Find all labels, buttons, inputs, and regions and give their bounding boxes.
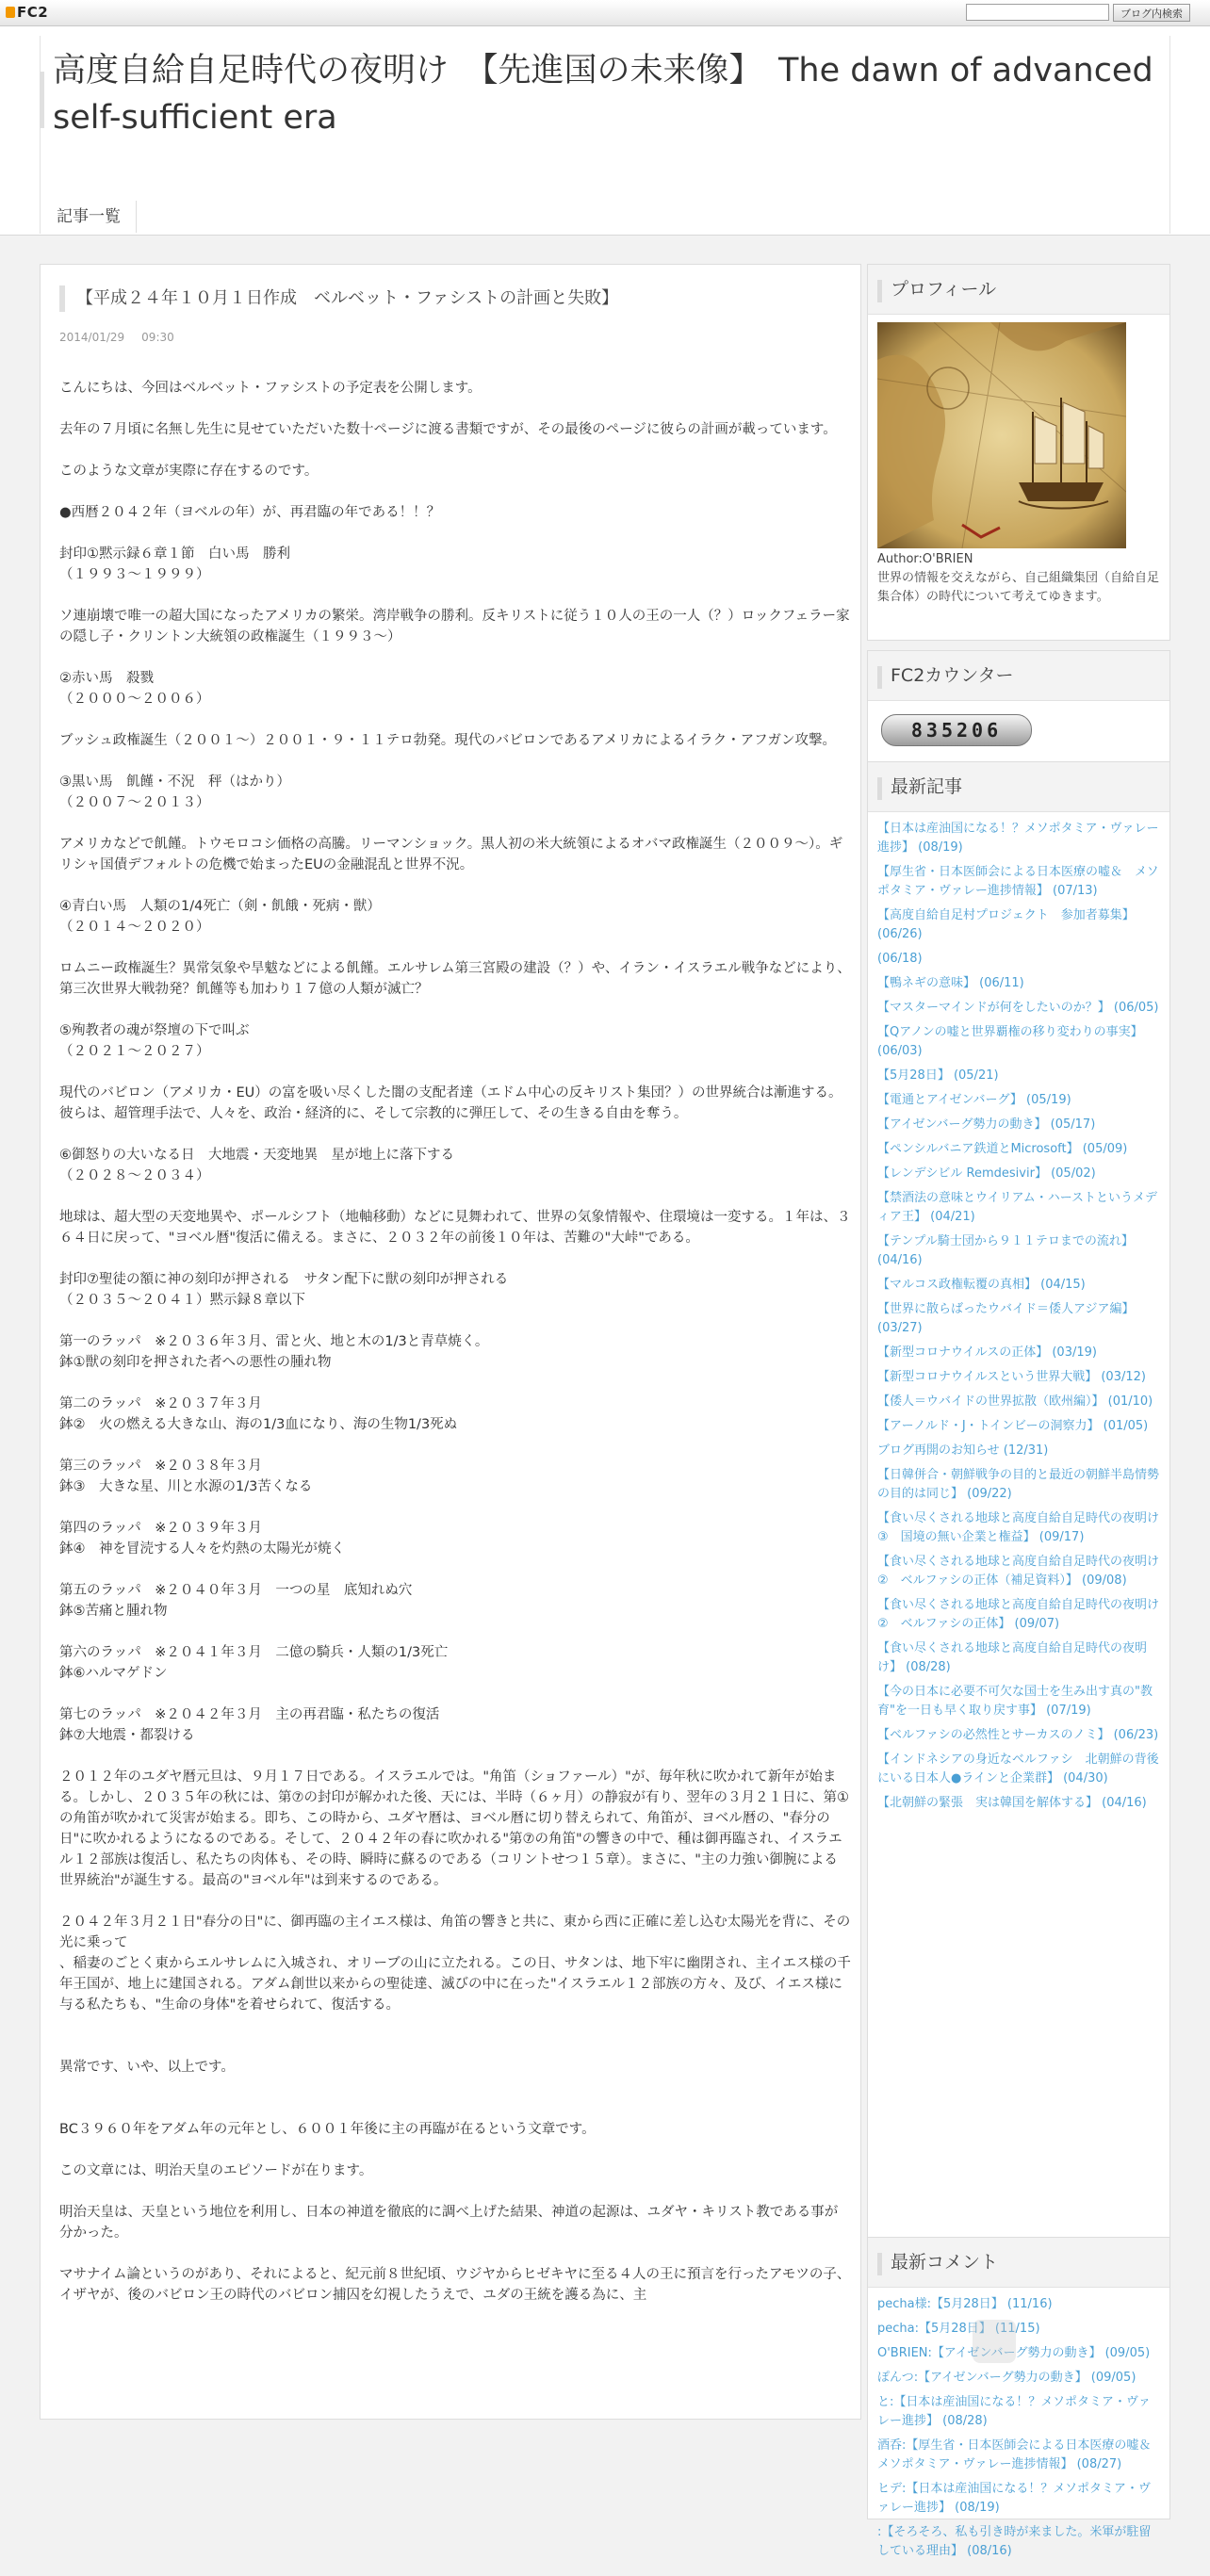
recent-comment-link[interactable]: 酒呑:【厚生省・日本医師会による日本医療の嘘＆ メソポタミア・ヴァレー進捗情報】 (08/27) bbox=[877, 2438, 1164, 2471]
profile-body bbox=[868, 315, 1169, 616]
scroll-to-top-button[interactable] bbox=[973, 2320, 1016, 2363]
entry-paragraph: ③黒い馬 飢饉・不況 秤（はかり） （２００７〜２０１３） bbox=[59, 774, 290, 810]
entry-paragraph: 第四のラッパ ※２０３９年３月 鉢④ 神を冒涜する人々を灼熱の太陽光が焼く bbox=[59, 1521, 345, 1557]
entry-paragraph: 第一のラッパ ※２０３６年３月、雷と火、地と木の1/3と青草焼く。 鉢①獣の刻印を押された者への悪性の腫れ物 bbox=[59, 1334, 489, 1370]
counter-header bbox=[868, 651, 1169, 701]
blog-title[interactable]: 高度自給自足時代の夜明け 【先進国の未来像】 The dawn of advanced self-sufficient era bbox=[53, 52, 1153, 137]
entry-paragraph: アメリカなどで飢饉。トウモロコシ価格の高騰。リーマンショック。黒人初の米大統領によるオバマ政権誕生（２００９〜）。ギリシャ国債デフォルトの危機で始まったEUの金融混乱と世界不況。 bbox=[59, 837, 843, 872]
comments-heading: 最新コメント bbox=[891, 2252, 999, 2273]
recent-entry-link[interactable]: 【食い尽くされる地球と高度自給自足時代の夜明け② ベルファシの正体（補足資料）】 (09/08) bbox=[877, 1555, 1160, 1588]
profile-image bbox=[877, 322, 1126, 548]
recent-entry-link[interactable]: 【アイゼンバーグ勢力の動き】 (05/17) bbox=[877, 1117, 1096, 1132]
recent-entry-link[interactable]: 【インドネシアの身近なベルファシ 北朝鮮の背後にいる日本人●ラインと企業群】 (04/30) bbox=[877, 1753, 1159, 1785]
recent-entry-link[interactable]: 【ベルファシの必然性とサーカスのノミ】 (06/23) bbox=[877, 1728, 1159, 1742]
access-counter: 835206 bbox=[881, 714, 1032, 746]
entry-paragraph: ソ連崩壊で唯一の超大国になったアメリカの繁栄。湾岸戦争の勝利。反キリストに従う１０人の王の一人（？）ロックフェラー家の隠し子・クリントン大統領の政権誕生（１９９３〜） bbox=[59, 609, 850, 644]
recent-entry-link[interactable]: 【マスターマインドが何をしたいのか？】 (06/05) bbox=[877, 1001, 1159, 1015]
recent-entry-link[interactable]: 【テンプル騎士団から９１１テロまでの流れ】 (04/16) bbox=[877, 1234, 1134, 1267]
recent-entry-link[interactable]: 【北朝鮮の緊張 実は韓国を解体する】 (04/16) bbox=[877, 1796, 1147, 1810]
recent-entry-link[interactable]: 【高度自給自足村プロジェクト 参加者募集】 (06/26) bbox=[877, 908, 1135, 941]
recent-header bbox=[868, 762, 1169, 812]
entry-paragraph: 去年の７月頃に名無し先生に見せていただいた数十ページに渡る書類ですが、その最後のページに彼らの計画が載っています。 bbox=[59, 422, 837, 437]
profile-description: 世界の情報を交えながら、自己組織集団（自給自足集合体）の時代について考えてゆきます。 bbox=[877, 571, 1160, 604]
heading-marker bbox=[877, 280, 882, 302]
entry-paragraph: ロムニー政権誕生？異常気象や旱魃などによる飢饉。エルサレム第三宮殿の建設（？）や、イラン・イスラエル戦争などにより、第三次世界大戦勃発？飢饉等も加わり１７億の人類が滅亡？ bbox=[59, 961, 851, 997]
entry-paragraph: 明治天皇は、天皇という地位を利用し、日本の神道を徹底的に調べ上げた結果、神道の起源は、ユダヤ・キリスト教である事が分かった。 bbox=[59, 2205, 839, 2241]
title-marker bbox=[40, 72, 44, 128]
recent-entry-link[interactable]: 【アーノルド・J・トインビーの洞察力】 (01/05) bbox=[877, 1419, 1149, 1433]
recent-entry-link[interactable]: ブログ再開のお知らせ (12/31) bbox=[877, 1443, 1049, 1458]
recent-entry-link[interactable]: 【新型コロナウイルスという世界大戦】 (03/12) bbox=[877, 1370, 1146, 1384]
entry-paragraph: ⑥御怒りの大いなる日 大地震・天変地異 星が地上に落下する （２０２８〜２０３４） bbox=[59, 1148, 454, 1183]
recent-entry-link[interactable]: 【食い尽くされる地球と高度自給自足時代の夜明け】 (08/28) bbox=[877, 1641, 1148, 1674]
entry-paragraph: こんにちは、今回はベルベット・ファシストの予定表を公開します。 bbox=[59, 381, 482, 396]
counter-body bbox=[868, 701, 1169, 761]
recent-entries-plugin bbox=[867, 761, 1170, 2254]
recent-entry-link[interactable]: 【ペンシルバニア鉄道とMicrosoft】 (05/09) bbox=[877, 1142, 1128, 1156]
recent-entry-link[interactable]: 【厚生省・日本医師会による日本医療の嘘＆ メソポタミア・ヴァレー進捗情報】 (07/13) bbox=[877, 865, 1159, 898]
entry-paragraph: ②赤い馬 殺戮 （２０００〜２００６） bbox=[59, 671, 210, 707]
recent-comments-list bbox=[868, 2288, 1169, 2576]
recent-heading: 最新記事 bbox=[891, 776, 963, 797]
entry-time-value: 09:30 bbox=[141, 331, 174, 344]
entry-paragraph: 封印①黙示録６章１節 白い馬 勝利 （１９９３〜１９９９） bbox=[59, 546, 290, 582]
recent-entry-link[interactable]: 【食い尽くされる地球と高度自給自足時代の夜明け② ベルファシの正体】 (09/07) bbox=[877, 1598, 1160, 1631]
entry-date bbox=[59, 331, 191, 344]
entry-title-marker bbox=[59, 285, 65, 312]
entry-paragraph: 第二のラッパ ※２０３７年３月 鉢② 火の燃える大きな山、海の1/3血になり、海の生物1/3死ぬ bbox=[59, 1396, 458, 1432]
recent-entry-link[interactable]: 【マルコス政権転覆の真相】 (04/15) bbox=[877, 1278, 1086, 1292]
profile-author: Author:O'BRIEN bbox=[877, 552, 973, 566]
blog-search-button[interactable]: ブログ内検索 bbox=[1113, 4, 1190, 22]
recent-entry-link[interactable]: 【日本は産油国になる！？メソポタミア・ヴァレー進捗】 (08/19) bbox=[877, 822, 1159, 855]
profile-plugin bbox=[867, 264, 1170, 641]
recent-comment-link[interactable]: と:【日本は産油国になる！？メソポタミア・ヴァレー進捗】 (08/28) bbox=[877, 2395, 1151, 2428]
fc2-logo-text: FC2 bbox=[17, 4, 49, 21]
fc2-logo-icon bbox=[6, 7, 15, 18]
recent-entry-link[interactable]: 【禁酒法の意味とウイリアム・ハーストというメディア王】 (04/21) bbox=[877, 1191, 1158, 1224]
entry-paragraph: ④青白い馬 人類の1/4死亡（剣・飢餓・死病・獣） （２０１４〜２０２０） bbox=[59, 899, 381, 935]
heading-marker bbox=[877, 2253, 882, 2275]
recent-comments-plugin bbox=[867, 2237, 1170, 2558]
fc2-logo[interactable] bbox=[6, 4, 48, 21]
recent-entry-link[interactable]: 【日韓併合・朝鮮戦争の目的と最近の朝鮮半島情勢の目的は同じ】 (09/22) bbox=[877, 1468, 1160, 1501]
recent-comment-link[interactable]: pecha:【5月28日】 (11/15) bbox=[877, 2322, 1040, 2336]
entry-paragraph: 第五のラッパ ※２０４０年３月 一つの星 底知れぬ穴 鉢⑤苦痛と腫れ物 bbox=[59, 1583, 413, 1619]
profile-heading: プロフィール bbox=[891, 279, 997, 300]
recent-entry-link[interactable]: 【今の日本に必要不可欠な国士を生み出す真の"教育"を一日も早く取り戻す事】 (07/19) bbox=[877, 1685, 1153, 1718]
entry-date-value: 2014/01/29 bbox=[59, 331, 125, 344]
counter-plugin bbox=[867, 650, 1170, 763]
entry-paragraph: 異常です、いや、以上です。 bbox=[59, 2060, 235, 2075]
entry-paragraph: 第七のラッパ ※２０４２年３月 主の再君臨・私たちの復活 鉢⑦大地震・都裂ける bbox=[59, 1707, 440, 1743]
heading-marker bbox=[877, 777, 882, 800]
entry-paragraph: ２０１２年のユダヤ暦元旦は、９月１７日である。イスラエルでは。"角笛（ショファール）"が、毎年秋に吹かれて新年が始まる。しかし、２０３５年の秋には、第⑦の封印が解かれた後、天には、半時（６ヶ月）の静寂が有り、翌年の３月２１日に、第①の角笛が吹かれて災害が始まる。即ち、この時から、ユダヤ暦は、ヨベル暦に切り替えられて、角笛が、ヨベル暦の、"春分の日"に吹かれるようになるのである。そして、２０４２年の春に吹かれる"第⑦の角笛"の響きの中で、種は御再臨され、イスラエル１２部族は復活し、私たちの肉体も、その時、瞬時に蘇るのである（コリントせつ１５章）。まさに、"主の力強い御腕による世界統治"が誕生する。最高の"ヨベル年"は到来するのである。 bbox=[59, 1769, 849, 1888]
recent-entry-link[interactable]: 【世界に散らばったウバイド＝倭人アジア編】 (03/27) bbox=[877, 1302, 1135, 1335]
recent-entries-list bbox=[868, 812, 1169, 1828]
recent-entry-link[interactable]: 【5月28日】 (05/21) bbox=[877, 1068, 999, 1083]
entry-title[interactable]: 【平成２４年１０月１日作成 ベルベット・ファシストの計画と失敗】 bbox=[76, 288, 619, 308]
entry-paragraph: この文章には、明治天皇のエピソードが在ります。 bbox=[59, 2163, 373, 2178]
profile-header bbox=[868, 265, 1169, 315]
entry-paragraph: 第三のラッパ ※２０３８年３月 鉢③ 大きな星、川と水源の1/3苦くなる bbox=[59, 1459, 313, 1494]
recent-comment-link[interactable]: :【そろそろ、私も引き時が来ました。米軍が駐留している理由】 (08/16) bbox=[877, 2525, 1152, 2558]
recent-comment-link[interactable]: pecha様:【5月28日】 (11/16) bbox=[877, 2297, 1053, 2311]
entry-body bbox=[59, 378, 851, 2326]
recent-entry-link[interactable]: 【倭人＝ウバイドの世界拡散（欧州編）】 (01/10) bbox=[877, 1394, 1153, 1409]
recent-entry-link[interactable]: (06/18) bbox=[877, 952, 923, 966]
nav-article-list[interactable]: 記事一覧 bbox=[41, 201, 137, 233]
recent-comment-link[interactable]: ぽんつ:【アイゼンバーグ勢力の動き】 (09/05) bbox=[877, 2371, 1136, 2385]
entry-paragraph: マサナイム論というのがあり、それによると、紀元前８世紀頃、ウジヤからヒゼキヤに至る４人の王に預言を行ったアモツの子、イザヤが、後のバビロン王の時代のバビロン捕囚を幻視したうえで、ユダの王統を護る為に、主 bbox=[59, 2267, 851, 2303]
entry-paragraph: ２０４２年３月２１日"春分の日"に、御再臨の主イエス様は、角笛の響きと共に、東から西に正確に差し込む太陽光を背に、その光に乗って 、稲妻のごとく東からエルサレムに入城され、オリーブの山に立たれる。この日、サタンは、地下牢に幽閉され、主イエス様の千年王国が、地上に建国される。アダム創世以来からの聖徒達、滅びの中に在った"イスラエル１２部族の方々、及び、イエス様に与る私たちも、"生命の身体"を着せられて、復活する。 bbox=[59, 1915, 851, 2013]
blog-search-input[interactable] bbox=[966, 4, 1109, 21]
recent-entry-link[interactable]: 【新型コロナウイルスの正体】 (03/19) bbox=[877, 1345, 1097, 1360]
recent-entry-link[interactable]: 【Qアノンの嘘と世界覇権の移り変わりの事実】 (06/03) bbox=[877, 1025, 1143, 1058]
entry-paragraph: 現代のバビロン（アメリカ・EU）の富を吸い尽くした闇の支配者達（エドム中心の反キリスト集団？）の世界統合は漸進する。彼らは、超管理手法で、人々を、政治・経済的に、そして宗教的に弾圧して、その生きる自由を奪う。 bbox=[59, 1085, 842, 1121]
recent-entry-link[interactable]: 【食い尽くされる地球と高度自給自足時代の夜明け③ 国境の無い企業と権益】 (09/17) bbox=[877, 1511, 1160, 1544]
entry-paragraph: BC３９６０年をアダム年の元年とし、６００１年後に主の再臨が在るという文章です。 bbox=[59, 2122, 596, 2137]
recent-entry-link[interactable]: 【レンデシビル Remdesivir】 (05/02) bbox=[877, 1166, 1096, 1181]
entry-paragraph: 第六のラッパ ※２０４１年３月 二億の騎兵・人類の1/3死亡 鉢⑥ハルマゲドン bbox=[59, 1645, 449, 1681]
main-content bbox=[40, 264, 861, 2420]
comments-header bbox=[868, 2238, 1169, 2288]
entry-paragraph: 封印⑦聖徒の額に神の刻印が押される サタン配下に獣の刻印が押される （２０３５〜２０４１）黙示録８章以下 bbox=[59, 1272, 509, 1308]
recent-comment-link[interactable]: O'BRIEN:【アイゼンバーグ勢力の動き】 (09/05) bbox=[877, 2346, 1151, 2360]
entry-paragraph: 地球は、超大型の天変地異や、ポールシフト（地軸移動）などに見舞われて、世界の気象情報や、住環境は一変する。１年は、３６４日に戻って、"ヨベル暦"復活に備える。まさに、２０３２年の前後１０年は、苦難の"大峠"である。 bbox=[59, 1210, 851, 1246]
entry-paragraph: ⑤殉教者の魂が祭壇の下で叫ぶ （２０２１〜２０２７） bbox=[59, 1023, 250, 1059]
entry-paragraph: このような文章が実際に存在するのです。 bbox=[59, 464, 319, 479]
fc2-toolbar bbox=[0, 0, 1210, 26]
heading-marker bbox=[877, 666, 882, 689]
entry-paragraph: ●西暦２０４２年（ヨベルの年）が、再君臨の年である！！？ bbox=[59, 505, 441, 520]
blog-header bbox=[0, 26, 1210, 236]
recent-comment-link[interactable]: ヒデ:【日本は産油国になる！？メソポタミア・ヴァレー進捗】 (08/19) bbox=[877, 2482, 1151, 2515]
recent-entry-link[interactable]: 【鴨ネギの意味】 (06/11) bbox=[877, 976, 1024, 990]
counter-heading: FC2カウンター bbox=[891, 665, 1014, 686]
entry-paragraph: ブッシュ政権誕生（２００１〜）２００１・９・１１テロ勃発。現代のバビロンであるアメリカによるイラク・アフガン攻撃。 bbox=[59, 733, 837, 748]
recent-entry-link[interactable]: 【電通とアイゼンバーグ】 (05/19) bbox=[877, 1093, 1071, 1107]
